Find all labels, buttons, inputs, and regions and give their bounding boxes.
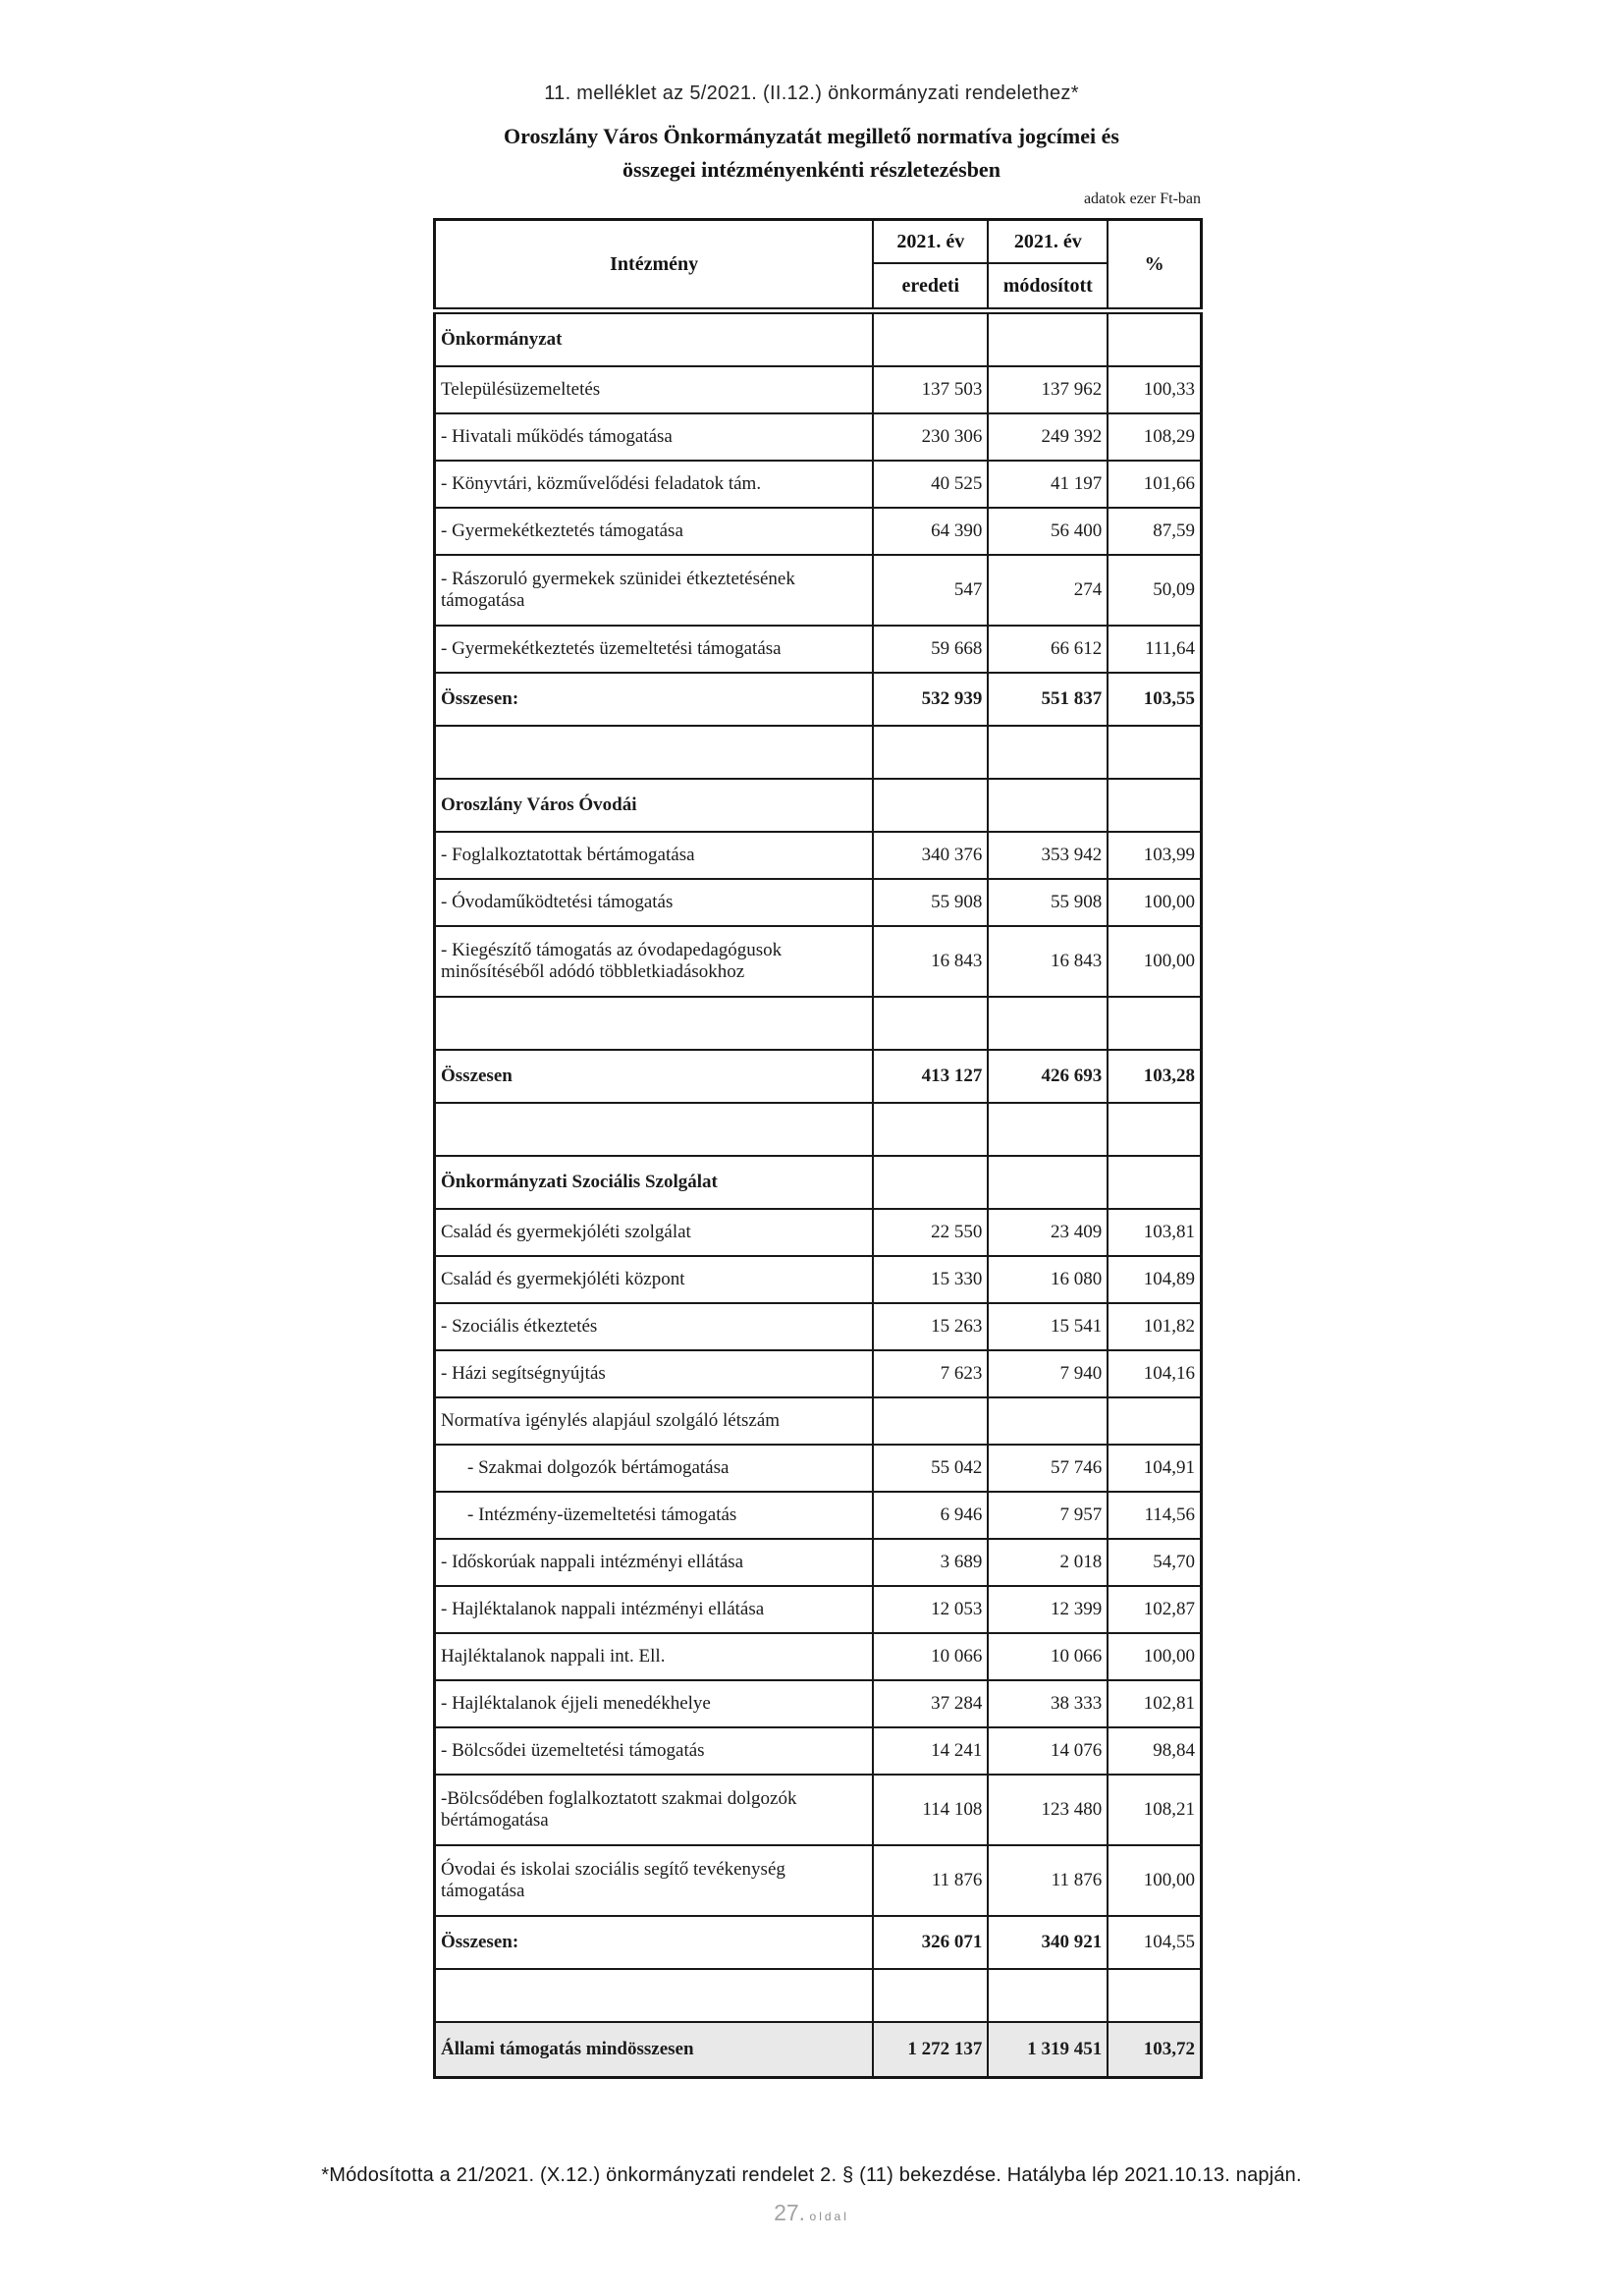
original-amount-cell: 6 946 bbox=[873, 1492, 988, 1539]
percent-cell bbox=[1108, 1156, 1201, 1209]
original-amount-cell: 11 876 bbox=[873, 1845, 988, 1916]
page-title-line2: összegei intézményenkénti részletezésben bbox=[622, 157, 1001, 182]
institution-cell: - Intézmény-üzemeltetési támogatás bbox=[435, 1492, 874, 1539]
institution-cell: - Gyermekétkeztetés üzemeltetési támogatása bbox=[435, 626, 874, 673]
institution-cell: Család és gyermekjóléti szolgálat bbox=[435, 1209, 874, 1256]
table-body bbox=[435, 311, 1202, 2078]
institution-cell bbox=[435, 997, 874, 1050]
institution-cell: - Időskorúak nappali intézményi ellátása bbox=[435, 1539, 874, 1586]
percent-cell bbox=[1108, 779, 1201, 832]
modified-amount-cell: 16 080 bbox=[988, 1256, 1108, 1303]
table-row bbox=[435, 1397, 1202, 1445]
percent-cell: 111,64 bbox=[1108, 626, 1201, 673]
original-amount-cell: 37 284 bbox=[873, 1680, 988, 1727]
page-number-value: 27. bbox=[774, 2200, 806, 2225]
modified-amount-cell: 66 612 bbox=[988, 626, 1108, 673]
original-amount-cell bbox=[873, 1156, 988, 1209]
modified-amount-cell: 353 942 bbox=[988, 832, 1108, 879]
original-amount-cell bbox=[873, 997, 988, 1050]
modified-amount-cell bbox=[988, 1103, 1108, 1156]
table-row bbox=[435, 626, 1202, 673]
percent-cell: 100,33 bbox=[1108, 366, 1201, 413]
modified-amount-cell bbox=[988, 779, 1108, 832]
percent-cell: 103,72 bbox=[1108, 2022, 1201, 2078]
table-row bbox=[435, 1539, 1202, 1586]
institution-cell: - Gyermekétkeztetés támogatása bbox=[435, 508, 874, 555]
institution-cell: - Hajléktalanok nappali intézményi ellátása bbox=[435, 1586, 874, 1633]
percent-cell: 103,99 bbox=[1108, 832, 1201, 879]
table-row bbox=[435, 1775, 1202, 1845]
modified-amount-cell: 249 392 bbox=[988, 413, 1108, 461]
institution-cell: - Foglalkoztatottak bértámogatása bbox=[435, 832, 874, 879]
original-amount-cell bbox=[873, 779, 988, 832]
table-row bbox=[435, 2022, 1202, 2078]
percent-cell: 101,82 bbox=[1108, 1303, 1201, 1350]
table-row bbox=[435, 1916, 1202, 1969]
modified-amount-cell: 12 399 bbox=[988, 1586, 1108, 1633]
institution-cell: Állami támogatás mindösszesen bbox=[435, 2022, 874, 2078]
percent-cell: 108,29 bbox=[1108, 413, 1201, 461]
modified-amount-cell: 14 076 bbox=[988, 1727, 1108, 1775]
institution-cell: Összesen: bbox=[435, 1916, 874, 1969]
original-amount-cell: 15 330 bbox=[873, 1256, 988, 1303]
original-amount-cell: 413 127 bbox=[873, 1050, 988, 1103]
percent-cell: 102,81 bbox=[1108, 1680, 1201, 1727]
column-header-year-modified: 2021. év bbox=[988, 220, 1108, 264]
table-header bbox=[435, 220, 1202, 311]
percent-cell: 98,84 bbox=[1108, 1727, 1201, 1775]
modified-amount-cell: 56 400 bbox=[988, 508, 1108, 555]
institution-cell: Család és gyermekjóléti központ bbox=[435, 1256, 874, 1303]
table-row bbox=[435, 1445, 1202, 1492]
modified-amount-cell bbox=[988, 726, 1108, 779]
table-row bbox=[435, 461, 1202, 508]
page-title-line1: Oroszlány Város Önkormányzatát megillető normatíva jogcímei és bbox=[504, 124, 1119, 148]
table-row bbox=[435, 366, 1202, 413]
original-amount-cell: 7 623 bbox=[873, 1350, 988, 1397]
institution-cell: - Szociális étkeztetés bbox=[435, 1303, 874, 1350]
institution-cell: - Hajléktalanok éjjeli menedékhelye bbox=[435, 1680, 874, 1727]
original-amount-cell bbox=[873, 726, 988, 779]
percent-cell bbox=[1108, 1397, 1201, 1445]
percent-cell: 108,21 bbox=[1108, 1775, 1201, 1845]
original-amount-cell bbox=[873, 1397, 988, 1445]
percent-cell: 103,28 bbox=[1108, 1050, 1201, 1103]
modified-amount-cell: 274 bbox=[988, 555, 1108, 626]
original-amount-cell: 326 071 bbox=[873, 1916, 988, 1969]
original-amount-cell: 114 108 bbox=[873, 1775, 988, 1845]
document-annotation: 11. melléklet az 5/2021. (II.12.) önkormányzati rendelethez* bbox=[544, 82, 1079, 104]
table-row bbox=[435, 673, 1202, 726]
original-amount-cell bbox=[873, 311, 988, 367]
table-row bbox=[435, 1727, 1202, 1775]
table-row bbox=[435, 1303, 1202, 1350]
institution-cell: - Óvodaműködtetési támogatás bbox=[435, 879, 874, 926]
original-amount-cell: 55 042 bbox=[873, 1445, 988, 1492]
table-row bbox=[435, 1350, 1202, 1397]
institution-cell: Normatíva igénylés alapjául szolgáló létszám bbox=[435, 1397, 874, 1445]
institution-cell bbox=[435, 1969, 874, 2022]
institution-cell: Településüzemeltetés bbox=[435, 366, 874, 413]
original-amount-cell: 12 053 bbox=[873, 1586, 988, 1633]
table-row bbox=[435, 726, 1202, 779]
modified-amount-cell: 2 018 bbox=[988, 1539, 1108, 1586]
institution-cell: - Szakmai dolgozók bértámogatása bbox=[435, 1445, 874, 1492]
modified-amount-cell bbox=[988, 311, 1108, 367]
column-header-percent: % bbox=[1108, 220, 1201, 311]
units-note: adatok ezer Ft-ban bbox=[1083, 191, 1201, 207]
modified-amount-cell: 7 940 bbox=[988, 1350, 1108, 1397]
percent-cell bbox=[1108, 311, 1201, 367]
column-subheader-modositott: módosított bbox=[988, 263, 1108, 311]
original-amount-cell: 59 668 bbox=[873, 626, 988, 673]
table-row bbox=[435, 1969, 1202, 2022]
modified-amount-cell: 15 541 bbox=[988, 1303, 1108, 1350]
modified-amount-cell bbox=[988, 997, 1108, 1050]
institution-cell bbox=[435, 1103, 874, 1156]
percent-cell: 100,00 bbox=[1108, 926, 1201, 997]
table-row bbox=[435, 1156, 1202, 1209]
institution-cell: Hajléktalanok nappali int. Ell. bbox=[435, 1633, 874, 1680]
table-row bbox=[435, 1680, 1202, 1727]
institution-cell: Önkormányzat bbox=[435, 311, 874, 367]
original-amount-cell bbox=[873, 1103, 988, 1156]
table-row bbox=[435, 555, 1202, 626]
column-header-year-original: 2021. év bbox=[873, 220, 988, 264]
modified-amount-cell: 38 333 bbox=[988, 1680, 1108, 1727]
original-amount-cell: 547 bbox=[873, 555, 988, 626]
percent-cell bbox=[1108, 1103, 1201, 1156]
page-number bbox=[0, 2200, 1623, 2226]
page-title bbox=[0, 120, 1623, 187]
table-row bbox=[435, 832, 1202, 879]
table-row bbox=[435, 1256, 1202, 1303]
original-amount-cell: 1 272 137 bbox=[873, 2022, 988, 2078]
original-amount-cell: 14 241 bbox=[873, 1727, 988, 1775]
institution-cell: - Kiegészítő támogatás az óvodapedagógusok minősítéséből adódó többletkiadásokhoz bbox=[435, 926, 874, 997]
normative-table bbox=[433, 218, 1203, 2079]
original-amount-cell: 532 939 bbox=[873, 673, 988, 726]
original-amount-cell: 3 689 bbox=[873, 1539, 988, 1586]
institution-cell: Összesen: bbox=[435, 673, 874, 726]
modified-amount-cell: 137 962 bbox=[988, 366, 1108, 413]
percent-cell bbox=[1108, 997, 1201, 1050]
modified-amount-cell bbox=[988, 1397, 1108, 1445]
table-row bbox=[435, 1492, 1202, 1539]
percent-cell: 103,81 bbox=[1108, 1209, 1201, 1256]
modified-amount-cell bbox=[988, 1969, 1108, 2022]
modified-amount-cell: 10 066 bbox=[988, 1633, 1108, 1680]
percent-cell: 100,00 bbox=[1108, 1633, 1201, 1680]
percent-cell bbox=[1108, 726, 1201, 779]
institution-cell: Óvodai és iskolai szociális segítő tevékenység támogatása bbox=[435, 1845, 874, 1916]
original-amount-cell: 15 263 bbox=[873, 1303, 988, 1350]
table-row bbox=[435, 311, 1202, 367]
percent-cell: 100,00 bbox=[1108, 879, 1201, 926]
column-subheader-eredeti: eredeti bbox=[873, 263, 988, 311]
percent-cell: 54,70 bbox=[1108, 1539, 1201, 1586]
original-amount-cell: 230 306 bbox=[873, 413, 988, 461]
percent-cell: 104,55 bbox=[1108, 1916, 1201, 1969]
institution-cell: - Hivatali működés támogatása bbox=[435, 413, 874, 461]
original-amount-cell: 10 066 bbox=[873, 1633, 988, 1680]
institution-cell: - Rászoruló gyermekek szünidei étkeztetésének támogatása bbox=[435, 555, 874, 626]
modified-amount-cell: 55 908 bbox=[988, 879, 1108, 926]
percent-cell: 103,55 bbox=[1108, 673, 1201, 726]
percent-cell bbox=[1108, 1969, 1201, 2022]
table-row bbox=[435, 779, 1202, 832]
page-number-label: oldal bbox=[809, 2210, 849, 2223]
normative-table-container bbox=[433, 218, 1203, 2079]
modified-amount-cell bbox=[988, 1156, 1108, 1209]
table-row bbox=[435, 1050, 1202, 1103]
percent-cell: 102,87 bbox=[1108, 1586, 1201, 1633]
original-amount-cell: 16 843 bbox=[873, 926, 988, 997]
table-row bbox=[435, 926, 1202, 997]
percent-cell: 100,00 bbox=[1108, 1845, 1201, 1916]
institution-cell: Összesen bbox=[435, 1050, 874, 1103]
institution-cell: -Bölcsődében foglalkoztatott szakmai dolgozók bértámogatása bbox=[435, 1775, 874, 1845]
institution-cell: Oroszlány Város Óvodái bbox=[435, 779, 874, 832]
modified-amount-cell: 123 480 bbox=[988, 1775, 1108, 1845]
modified-amount-cell: 23 409 bbox=[988, 1209, 1108, 1256]
original-amount-cell: 64 390 bbox=[873, 508, 988, 555]
original-amount-cell: 22 550 bbox=[873, 1209, 988, 1256]
original-amount-cell: 340 376 bbox=[873, 832, 988, 879]
table-row bbox=[435, 1209, 1202, 1256]
column-header-institution: Intézmény bbox=[435, 220, 874, 311]
percent-cell: 104,89 bbox=[1108, 1256, 1201, 1303]
institution-cell: Önkormányzati Szociális Szolgálat bbox=[435, 1156, 874, 1209]
modified-amount-cell: 11 876 bbox=[988, 1845, 1108, 1916]
modification-footnote: *Módosította a 21/2021. (X.12.) önkormányzati rendelet 2. § (11) bekezdése. Hatályba lép 2021.10.13. napján. bbox=[321, 2164, 1302, 2186]
institution-cell bbox=[435, 726, 874, 779]
table-row bbox=[435, 1103, 1202, 1156]
modified-amount-cell: 340 921 bbox=[988, 1916, 1108, 1969]
table-row bbox=[435, 413, 1202, 461]
modified-amount-cell: 41 197 bbox=[988, 461, 1108, 508]
table-row bbox=[435, 879, 1202, 926]
table-row bbox=[435, 508, 1202, 555]
original-amount-cell: 137 503 bbox=[873, 366, 988, 413]
percent-cell: 101,66 bbox=[1108, 461, 1201, 508]
percent-cell: 87,59 bbox=[1108, 508, 1201, 555]
table-row bbox=[435, 1633, 1202, 1680]
percent-cell: 114,56 bbox=[1108, 1492, 1201, 1539]
percent-cell: 50,09 bbox=[1108, 555, 1201, 626]
modified-amount-cell: 426 693 bbox=[988, 1050, 1108, 1103]
table-row bbox=[435, 1586, 1202, 1633]
modified-amount-cell: 57 746 bbox=[988, 1445, 1108, 1492]
modified-amount-cell: 16 843 bbox=[988, 926, 1108, 997]
institution-cell: - Bölcsődei üzemeltetési támogatás bbox=[435, 1727, 874, 1775]
table-row bbox=[435, 1845, 1202, 1916]
institution-cell: - Házi segítségnyújtás bbox=[435, 1350, 874, 1397]
original-amount-cell bbox=[873, 1969, 988, 2022]
modified-amount-cell: 1 319 451 bbox=[988, 2022, 1108, 2078]
modified-amount-cell: 7 957 bbox=[988, 1492, 1108, 1539]
original-amount-cell: 40 525 bbox=[873, 461, 988, 508]
table-row bbox=[435, 997, 1202, 1050]
modified-amount-cell: 551 837 bbox=[988, 673, 1108, 726]
percent-cell: 104,91 bbox=[1108, 1445, 1201, 1492]
institution-cell: - Könyvtári, közművelődési feladatok tám. bbox=[435, 461, 874, 508]
percent-cell: 104,16 bbox=[1108, 1350, 1201, 1397]
original-amount-cell: 55 908 bbox=[873, 879, 988, 926]
